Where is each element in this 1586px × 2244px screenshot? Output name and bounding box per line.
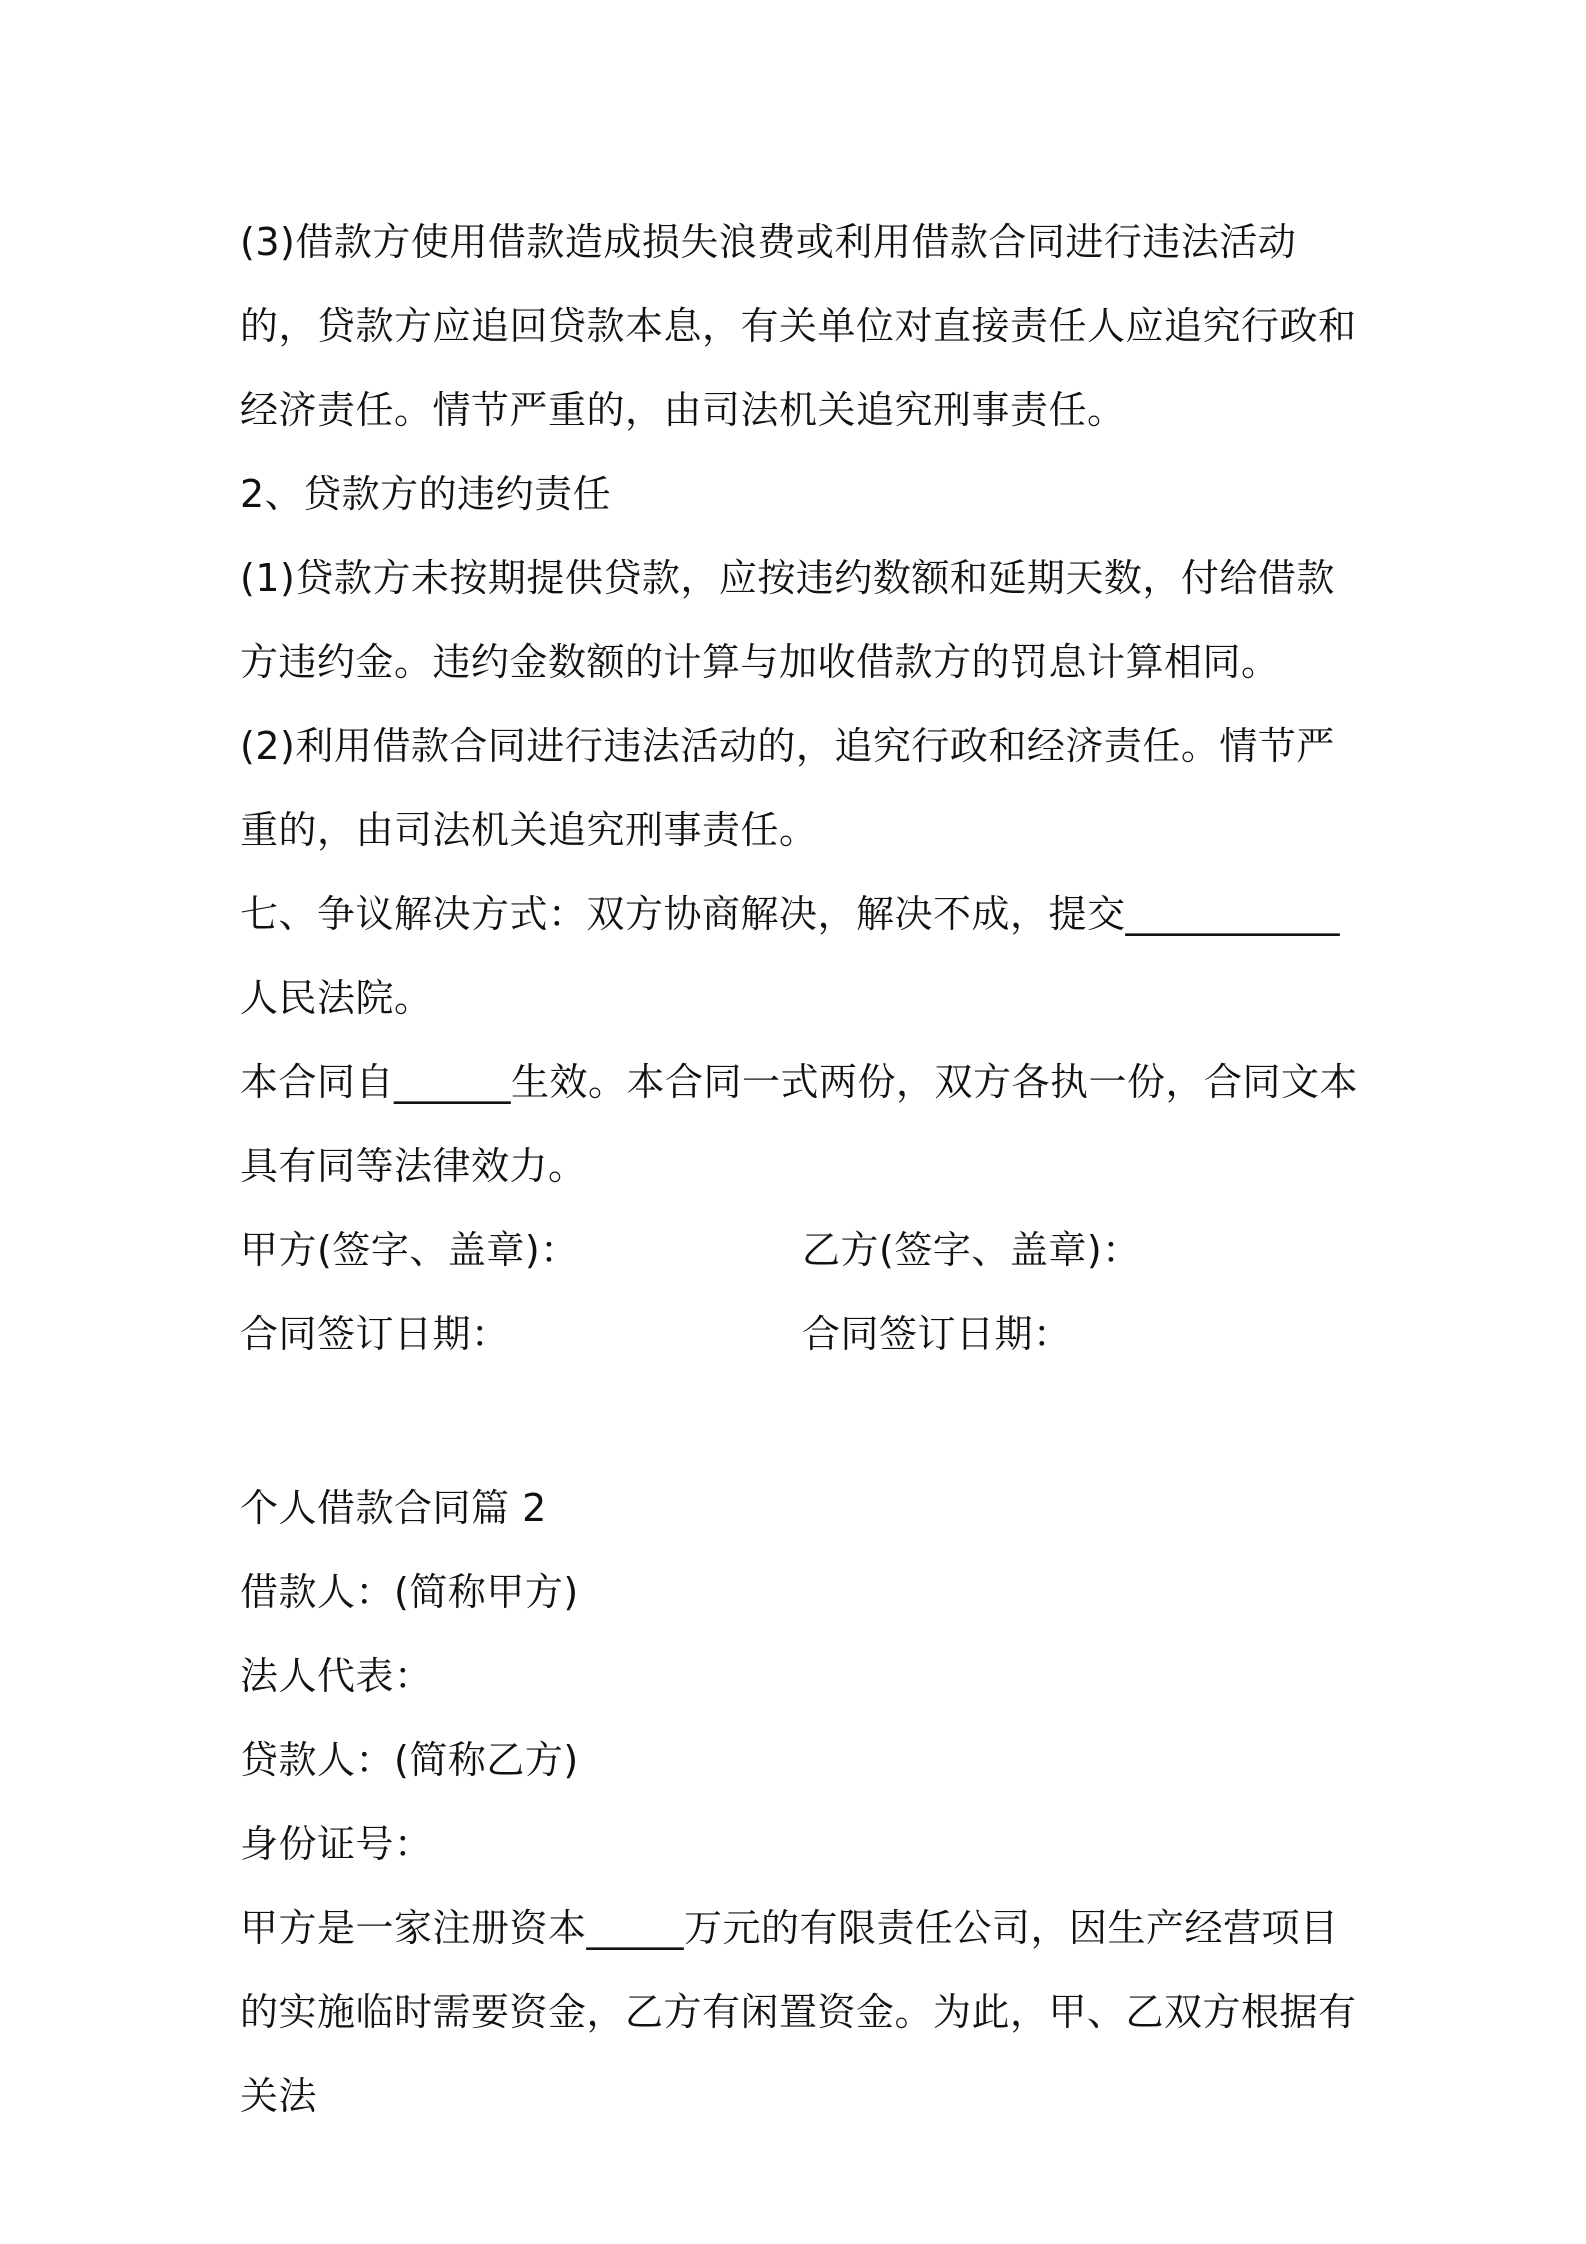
- lender-line: 贷款人：(简称乙方): [240, 1738, 579, 1782]
- document-content: [240, 200, 1360, 2138]
- party-b-signature: 乙方(签字、盖章)：: [802, 1228, 1141, 1272]
- paragraph-effective-date: 本合同自______生效。本合同一式两份，双方各执一份，合同文本具有同等法律效力。: [240, 1060, 1359, 1188]
- paragraph-3-breach: (3)借款方使用借款造成损失浪费或利用借款合同进行违法活动的，贷款方应追回贷款本息，有关单位对直接责任人应追究行政和经济责任。情节严重的，由司法机关追究刑事责任。: [240, 220, 1357, 432]
- borrower-line: 借款人：(简称甲方): [240, 1570, 579, 1614]
- party-a-date: 合同签订日期：: [240, 1312, 510, 1356]
- paragraph-2-illegal-use: (2)利用借款合同进行违法活动的，追究行政和经济责任。情节严重的，由司法机关追究刑事责任。: [240, 724, 1335, 852]
- section-gap: [240, 1376, 1360, 1466]
- id-number-line: 身份证号：: [240, 1822, 433, 1866]
- section-heading-lender-liability: 2、贷款方的违约责任: [240, 472, 612, 516]
- paragraph-dispute-resolution: 七、争议解决方式：双方协商解决，解决不成，提交___________人民法院。: [240, 892, 1341, 1020]
- date-row: [240, 1292, 1360, 1376]
- party-a-signature: 甲方(签字、盖章)：: [240, 1228, 579, 1272]
- contract-title-2: 个人借款合同篇 2: [240, 1486, 547, 1530]
- paragraph-1-late-loan: (1)贷款方未按期提供贷款，应按违约数额和延期天数，付给借款方违约金。违约金数额的计算与加收借款方的罚息计算相同。: [240, 556, 1335, 684]
- party-b-date: 合同签订日期：: [802, 1312, 1072, 1356]
- signature-row: [240, 1208, 1360, 1292]
- paragraph-company-background: 甲方是一家注册资本_____万元的有限责任公司，因生产经营项目的实施临时需要资金，乙方有闲置资金。为此，甲、乙双方根据有关法: [240, 1906, 1357, 2118]
- legal-representative-line: 法人代表：: [240, 1654, 433, 1698]
